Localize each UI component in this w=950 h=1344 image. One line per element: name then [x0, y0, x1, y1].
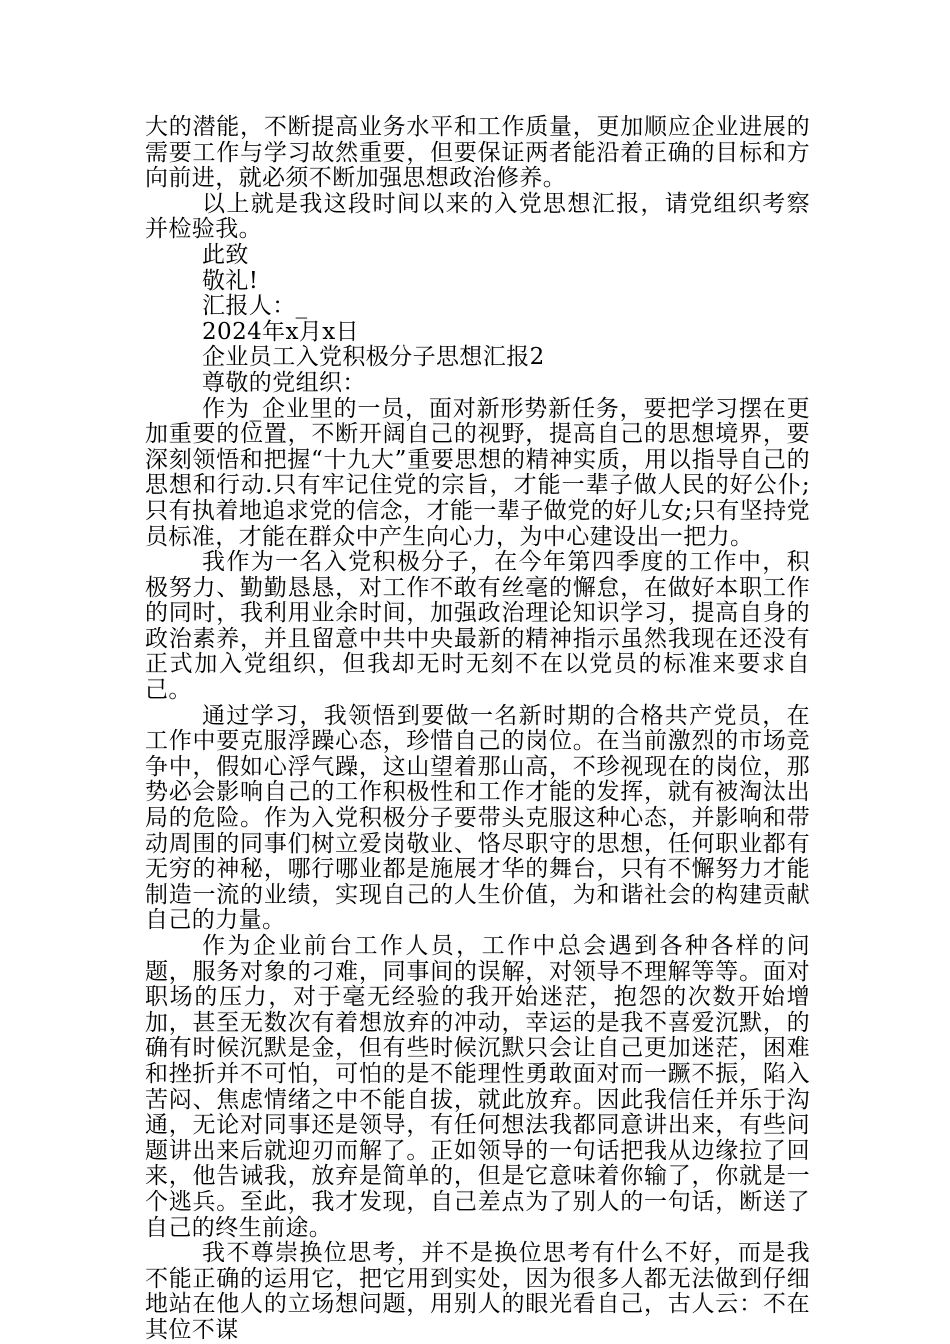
- closing-jingli: 敬礼!: [202, 267, 259, 294]
- body-paragraph-4: 作为企业前台工作人员，工作中总会遇到各种各样的问题，服务对象的刁难，同事间的误解，对领导不理解等等。面对职场的压力，对于毫无经验的我开始迷茫，抱怨的次数开始增加，甚至无数次有着想放弃的冲动，幸运的是我不喜爱沉默，的确有时候沉默是金，但有些时候沉默只会让自己更加迷茫，困难和挫折并不可怕，可怕的是不能理性勇敢面对而一蹶不振，陷入苦闷、焦虑情绪之中不能自拔，就此放弃。因此我信任并乐于沟通，无论对同事还是领导，有任何想法我都同意讲出来，有些问题讲出来后就迎刃而解了。正如领导的一句话把我从边缘拉了回来，他告诫我，放弃是简单的，但是它意味着你输了，你就是一个逃兵。至此，我才发现，自己差点为了别人的一句话，断送了自己的终生前途。: [145, 933, 810, 1241]
- salutation: 尊敬的党组织：: [202, 369, 366, 396]
- paragraph-conclusion: 以上就是我这段时间以来的入党思想汇报，请党组织考察并检验我。: [145, 190, 810, 243]
- closing-cizhi: 此致: [202, 241, 249, 268]
- body-paragraph-3: 通过学习，我领悟到要做一名新时期的合格共产党员，在工作中要克服浮躁心态，珍惜自己的岗位。在当前激烈的市场竞争中，假如心浮气躁，这山望着那山高，不珍视现在的岗位，那势必会影响自己的工作积极性和工作才能的发挥，就有被淘汰出局的危险。作为入党积极分子要带头克服这种心态，并影响和带动周围的同事们树立爱岗敬业、恪尽职守的思想，任何职业都有无穷的神秘，哪行哪业都是施展才华的舞台，只有不懈努力才能制造一流的业绩，实现自己的人生价值，为和谐社会的构建贡献自己的力量。: [145, 702, 810, 934]
- body-paragraph-2: 我作为一名入党积极分子，在今年第四季度的工作中，积极努力、勤勤恳恳，对工作不敢有丝毫的懈怠，在做好本职工作的同时，我利用业余时间，加强政治理论知识学习，提高自身的政治素养，并且留意中共中央最新的精神指示虽然我现在还没有正式加入党组织，但我却无时无刻不在以党员的标准来要求自己。: [145, 549, 810, 704]
- document-body: [145, 115, 810, 1344]
- body-paragraph-5: 我不尊崇换位思考，并不是换位思考有什么不好，而是我不能正确的运用它，把它用到实处，因为很多人都无法做到仔细地站在他人的立场想问题，用别人的眼光看自己，古人云：不在其位不谋: [145, 1240, 810, 1343]
- report-title-2: 企业员工入党积极分子思想汇报2: [202, 344, 545, 371]
- reporter-line: 汇报人：_: [202, 293, 308, 320]
- paragraph-continuation: 大的潜能，不断提高业务水平和工作质量，更加顺应企业进展的需要工作与学习故然重要，但要保证两者能沿着正确的目标和方向前进，就必须不断加强思想政治修养。: [145, 114, 810, 192]
- date-line: 2024年x月x日: [202, 318, 360, 345]
- body-paragraph-1: 作为_企业里的一员，面对新形势新任务，要把学习摆在更加重要的位置，不断开阔自己的视野，提高自己的思想境界，要深刻领悟和把握“十九大”重要思想的精神实质，用以指导自己的思想和行动.只有牢记住党的宗旨，才能一辈子做人民的好公仆;只有执着地追求党的信念，才能一辈子做党的好儿女;只有坚持党员标准，才能在群众中产生向心力，为中心建设出一把力。: [145, 395, 810, 550]
